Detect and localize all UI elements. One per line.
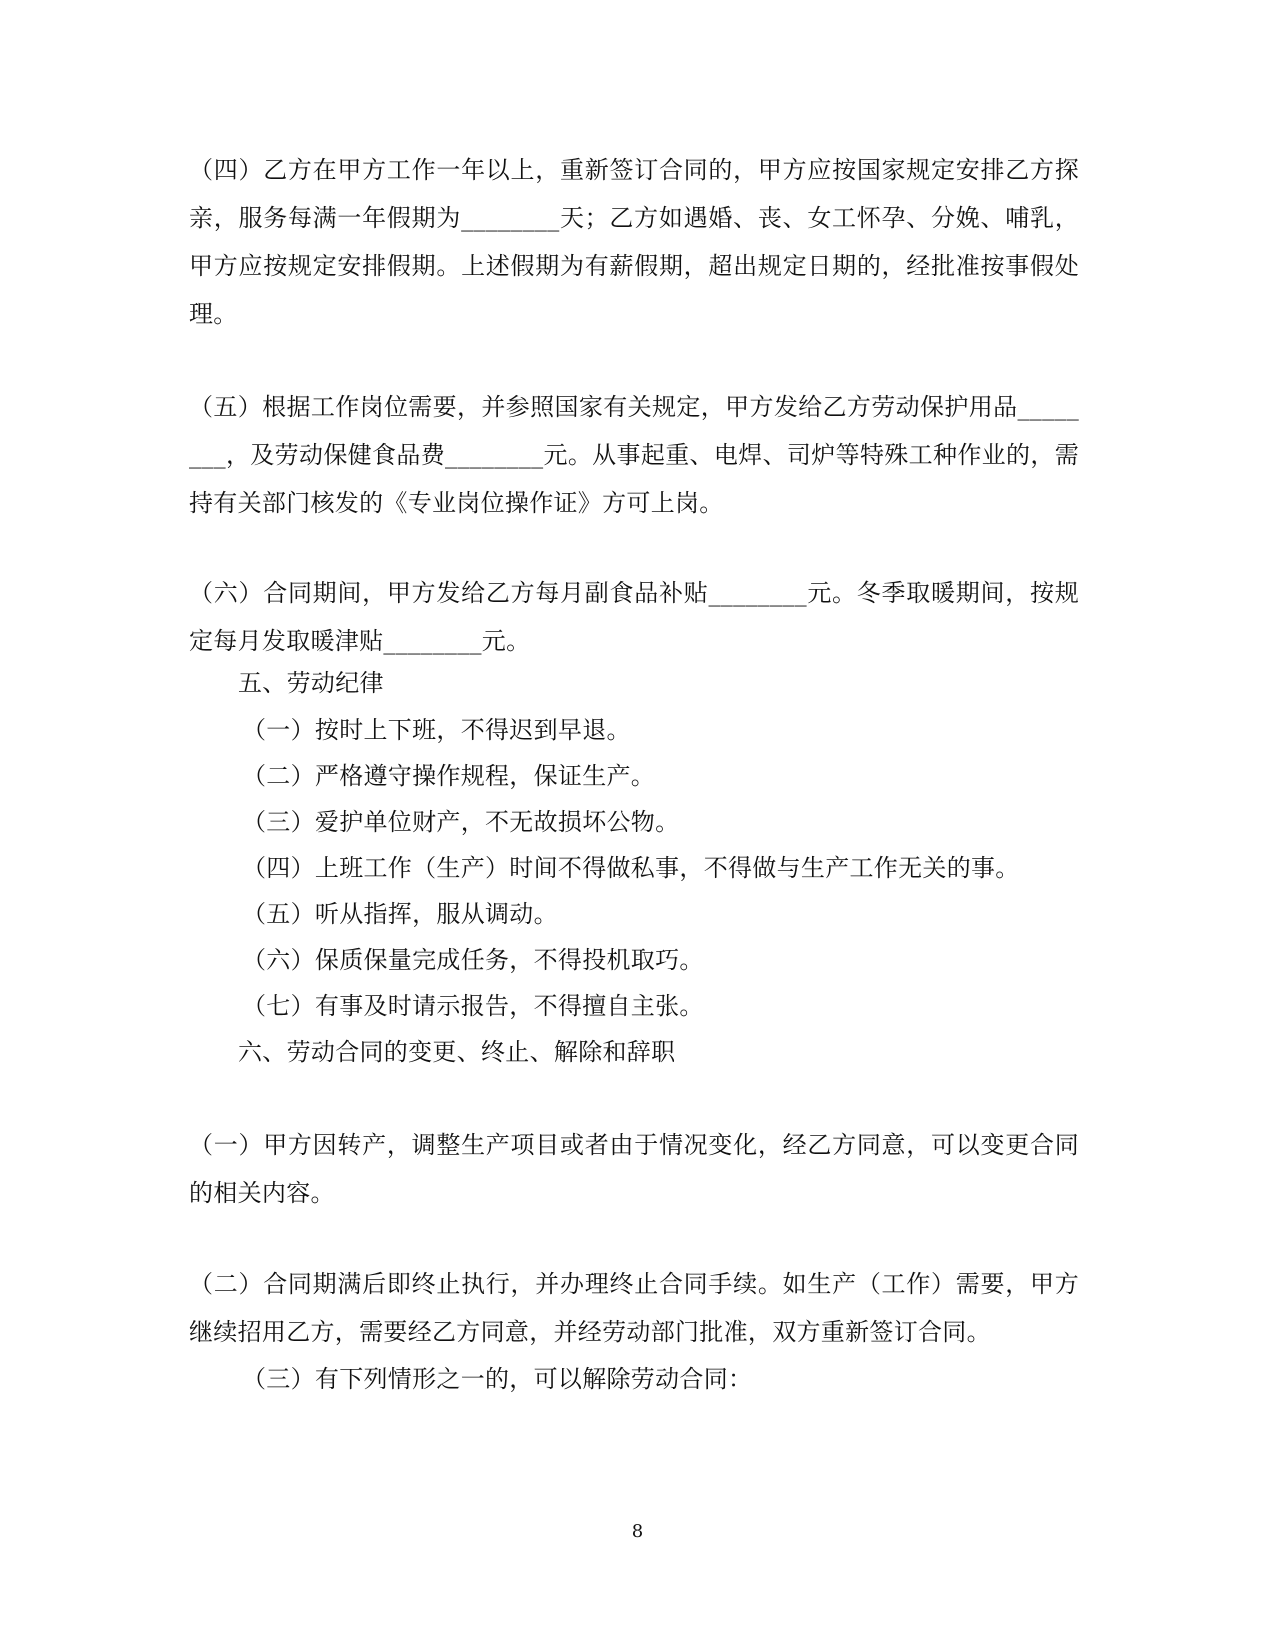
- paragraph-leave-clause: （四）乙方在甲方工作一年以上，重新签订合同的，甲方应按国家规定安排乙方探亲，服务每满一年假期为________天；乙方如遇婚、丧、女工怀孕、分娩、哺乳，甲方应按规定安排假期。上述假期为有薪假期，超出规定日期的，经批准按事假处理。: [189, 156, 1079, 328]
- discipline-item: （二）严格遵守操作规程，保证生产。: [242, 762, 656, 790]
- discipline-item: （五）听从指挥，服从调动。: [242, 900, 558, 928]
- paragraph-protective-equipment-clause: （五）根据工作岗位需要，并参照国家有关规定，甲方发给乙方劳动保护用品________，及劳动保健食品费________元。从事起重、电焊、司炉等特殊工种作业的，需持有关部门核发的《专业岗位操作证》方可上岗。: [189, 393, 1079, 517]
- paragraph-contract-dissolution-clause: （三）有下列情形之一的，可以解除劳动合同：: [242, 1365, 753, 1393]
- paragraph-subsidy-clause: （六）合同期间，甲方发给乙方每月副食品补贴________元。冬季取暖期间，按规定每月发取暖津贴________元。: [189, 579, 1079, 655]
- paragraph-contract-change-clause: （一）甲方因转产，调整生产项目或者由于情况变化，经乙方同意，可以变更合同的相关内容。: [189, 1131, 1079, 1207]
- section-six-heading: 六、劳动合同的变更、终止、解除和辞职: [238, 1038, 676, 1066]
- section-five-heading: 五、劳动纪律: [238, 669, 384, 697]
- discipline-item: （六）保质保量完成任务，不得投机取巧。: [242, 946, 704, 974]
- discipline-item: （四）上班工作（生产）时间不得做私事，不得做与生产工作无关的事。: [242, 854, 1020, 882]
- page-number: 8: [631, 1521, 644, 1542]
- discipline-item: （一）按时上下班，不得迟到早退。: [242, 716, 631, 744]
- paragraph-contract-termination-clause: （二）合同期满后即终止执行，并办理终止合同手续。如生产（工作）需要，甲方继续招用乙方，需要经乙方同意，并经劳动部门批准，双方重新签订合同。: [189, 1270, 1079, 1346]
- discipline-item: （三）爱护单位财产，不无故损坏公物。: [242, 808, 680, 836]
- discipline-item: （七）有事及时请示报告，不得擅自主张。: [242, 992, 704, 1020]
